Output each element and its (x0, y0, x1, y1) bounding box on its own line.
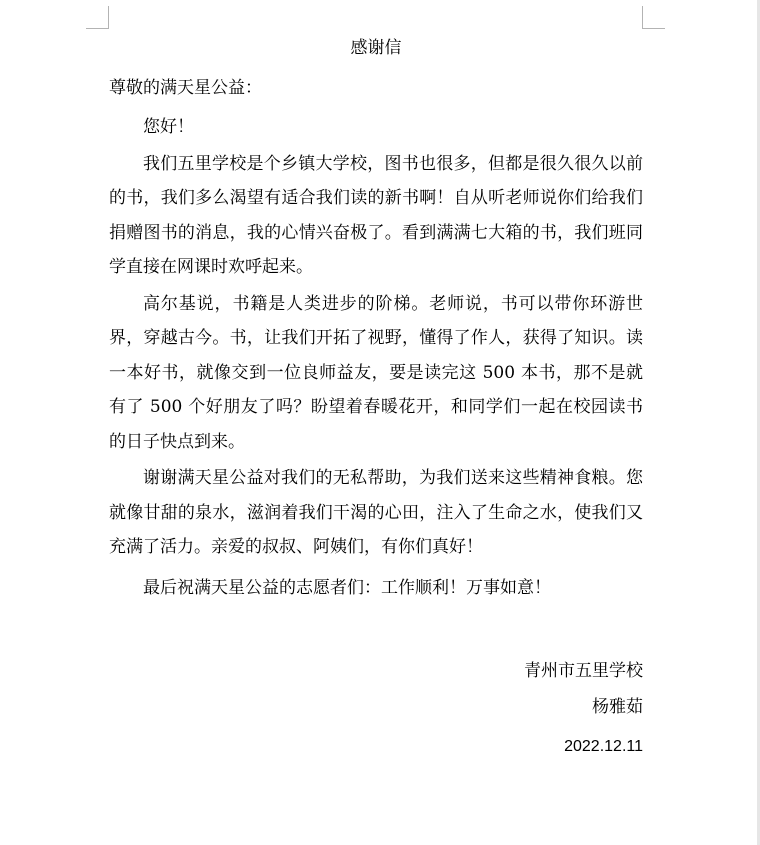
margin-corner-mark-top-left (86, 6, 109, 29)
body-paragraph-2: 高尔基说，书籍是人类进步的阶梯。老师说，书可以带你环游世界，穿越古今。书，让我们开拓了视野，懂得了作人，获得了知识。读一本好书，就像交到一位良师益友，要是读完这 500 本书，那不是就有了 500 个好朋友了吗？盼望着春暖花开，和同学们一起在校园读书的日子快点到来。 (109, 293, 643, 452)
body-paragraph-1: 我们五里学校是个乡镇大学校，图书也很多，但都是很久很久以前的书，我们多么渴望有适合我们读的新书啊！自从听老师说你们给我们捐赠图书的消息，我的心情兴奋极了。看到满满七大箱的书，我们班同学直接在网课时欢呼起来。 (109, 153, 643, 277)
salutation: 尊敬的满天星公益： (109, 78, 262, 98)
signature-date: 2022.12.11 (564, 738, 643, 755)
body-paragraph-3: 谢谢满天星公益对我们的无私帮助，为我们送来这些精神食粮。您就像甘甜的泉水，滋润着我们干渴的心田，注入了生命之水，使我们又充满了活力。亲爱的叔叔、阿姨们，有你们真好！ (109, 468, 643, 557)
margin-corner-mark-top-right (642, 6, 665, 29)
document-body[interactable] (109, 30, 643, 765)
signature-name: 杨雅茹 (592, 697, 643, 717)
greeting: 您好！ (143, 117, 194, 137)
letter-title: 感谢信 (350, 38, 402, 58)
closing-wishes: 最后祝满天星公益的志愿者们：工作顺利！万事如意！ (143, 577, 551, 598)
signature-school: 青州市五里学校 (524, 661, 643, 681)
